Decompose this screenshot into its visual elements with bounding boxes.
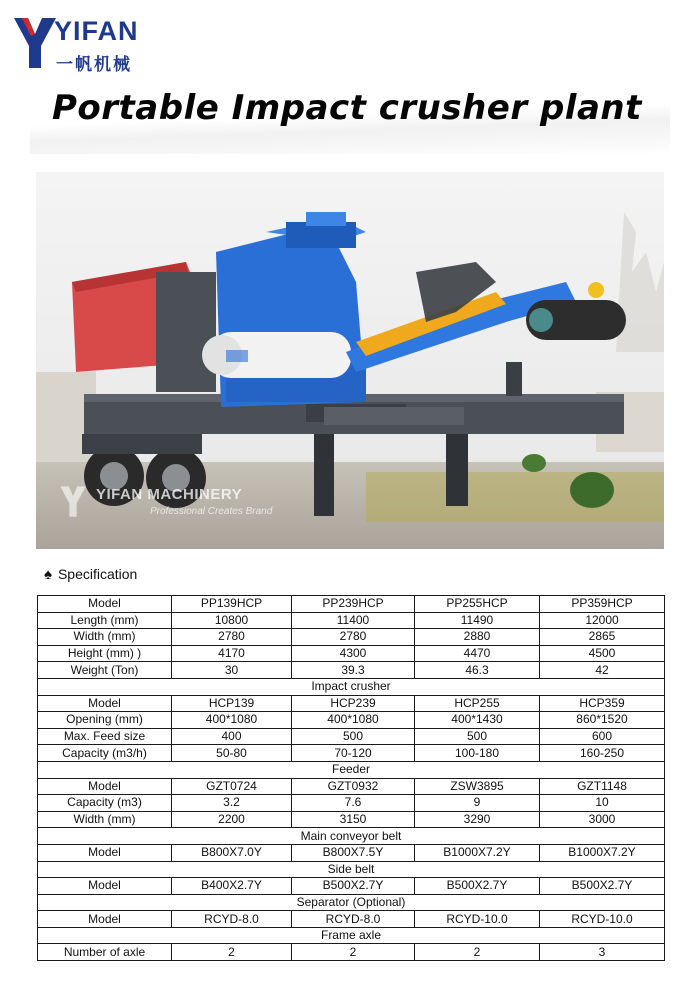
table-row [38, 811, 665, 828]
table-cell: ZSW3895 [415, 778, 540, 795]
section-label: Side belt [38, 861, 665, 878]
row-header-cell: Height (mm) ) [38, 645, 172, 662]
table-row [38, 795, 665, 812]
table-cell: 46.3 [415, 662, 540, 679]
table-row [38, 596, 665, 613]
logo-latin-text: YIFAN [54, 16, 139, 46]
watermark-y-icon [58, 484, 88, 518]
row-header-cell: Model [38, 844, 172, 861]
photo-watermark-brand: YIFAN MACHINERY [96, 486, 243, 503]
row-header-cell: Model [38, 911, 172, 928]
table-cell: GZT1148 [540, 778, 665, 795]
table-cell: 39.3 [292, 662, 415, 679]
table-cell: 400*1430 [415, 712, 540, 729]
table-cell: 3.2 [172, 795, 292, 812]
table-row [38, 645, 665, 662]
table-cell: PP239HCP [292, 596, 415, 613]
table-cell: 2200 [172, 811, 292, 828]
table-section-row [38, 861, 665, 878]
table-row [38, 695, 665, 712]
table-cell: RCYD-8.0 [292, 911, 415, 928]
section-label: Separator (Optional) [38, 894, 665, 911]
table-row [38, 911, 665, 928]
table-cell: 2780 [172, 629, 292, 646]
table-cell: HCP359 [540, 695, 665, 712]
table-cell: 2780 [292, 629, 415, 646]
table-cell: B800X7.5Y [292, 844, 415, 861]
section-label: Main conveyor belt [38, 828, 665, 845]
table-row [38, 612, 665, 629]
table-row [38, 712, 665, 729]
table-cell: 2 [172, 944, 292, 961]
table-cell: 70-120 [292, 745, 415, 762]
table-cell: RCYD-8.0 [172, 911, 292, 928]
table-cell: 400*1080 [292, 712, 415, 729]
row-header-cell: Width (mm) [38, 629, 172, 646]
table-row [38, 878, 665, 895]
table-cell: PP359HCP [540, 596, 665, 613]
table-cell: B1000X7.2Y [415, 844, 540, 861]
table-cell: B500X2.7Y [540, 878, 665, 895]
table-cell: RCYD-10.0 [415, 911, 540, 928]
table-cell: 9 [415, 795, 540, 812]
row-header-cell: Max. Feed size [38, 728, 172, 745]
row-header-cell: Model [38, 878, 172, 895]
section-label: Impact crusher [38, 678, 665, 695]
table-cell: HCP239 [292, 695, 415, 712]
section-label: Feeder [38, 761, 665, 778]
table-section-row [38, 678, 665, 695]
table-cell: 3290 [415, 811, 540, 828]
table-cell: 4170 [172, 645, 292, 662]
table-cell: 400*1080 [172, 712, 292, 729]
table-cell: B1000X7.2Y [540, 844, 665, 861]
table-cell: 30 [172, 662, 292, 679]
photo-watermark-slogan: Professional Creates Brand [150, 506, 273, 517]
table-cell: PP139HCP [172, 596, 292, 613]
row-header-cell: Capacity (m3/h) [38, 745, 172, 762]
table-cell: 42 [540, 662, 665, 679]
table-cell: 2 [415, 944, 540, 961]
page-title: Portable Impact crusher plant [52, 88, 642, 128]
table-cell: HCP139 [172, 695, 292, 712]
table-row [38, 728, 665, 745]
table-section-row [38, 927, 665, 944]
table-section-row [38, 761, 665, 778]
table-cell: 12000 [540, 612, 665, 629]
table-cell: 10 [540, 795, 665, 812]
table-cell: GZT0724 [172, 778, 292, 795]
table-cell: 11490 [415, 612, 540, 629]
table-cell: 10800 [172, 612, 292, 629]
logo-chinese-text: 一帆机械 [56, 55, 132, 75]
table-cell: 50-80 [172, 745, 292, 762]
table-cell: 4500 [540, 645, 665, 662]
table-cell: PP255HCP [415, 596, 540, 613]
table-row [38, 629, 665, 646]
table-cell: HCP255 [415, 695, 540, 712]
table-cell: 500 [292, 728, 415, 745]
table-section-row [38, 828, 665, 845]
table-cell: 860*1520 [540, 712, 665, 729]
table-cell: 2865 [540, 629, 665, 646]
table-section-row [38, 894, 665, 911]
row-header-cell: Opening (mm) [38, 712, 172, 729]
table-cell: B500X2.7Y [415, 878, 540, 895]
table-cell: GZT0932 [292, 778, 415, 795]
table-cell: RCYD-10.0 [540, 911, 665, 928]
row-header-cell: Model [38, 778, 172, 795]
spade-icon: ♠ [44, 566, 52, 583]
table-row [38, 662, 665, 679]
brand-logo [14, 14, 144, 74]
table-row [38, 944, 665, 961]
specification-table-body [38, 596, 665, 961]
row-header-cell: Capacity (m3) [38, 795, 172, 812]
section-label: Frame axle [38, 927, 665, 944]
specification-heading [44, 566, 137, 583]
table-cell: 100-180 [415, 745, 540, 762]
row-header-cell: Number of axle [38, 944, 172, 961]
specification-heading-text: Specification [57, 566, 138, 582]
row-header-cell: Model [38, 695, 172, 712]
row-header-cell: Weight (Ton) [38, 662, 172, 679]
yifan-y-logo-icon [14, 14, 56, 70]
table-cell: 400 [172, 728, 292, 745]
table-cell: 3000 [540, 811, 665, 828]
table-cell: 4470 [415, 645, 540, 662]
table-cell: 2 [292, 944, 415, 961]
table-cell: 600 [540, 728, 665, 745]
table-cell: 7.6 [292, 795, 415, 812]
table-cell: 500 [415, 728, 540, 745]
table-cell: 3150 [292, 811, 415, 828]
table-row [38, 745, 665, 762]
table-row [38, 778, 665, 795]
table-cell: 160-250 [540, 745, 665, 762]
table-cell: B800X7.0Y [172, 844, 292, 861]
row-header-cell: Model [38, 596, 172, 613]
table-cell: 4300 [292, 645, 415, 662]
row-header-cell: Length (mm) [38, 612, 172, 629]
table-row [38, 844, 665, 861]
table-cell: 3 [540, 944, 665, 961]
table-cell: 11400 [292, 612, 415, 629]
table-cell: B500X2.7Y [292, 878, 415, 895]
table-cell: B400X2.7Y [172, 878, 292, 895]
table-cell: 2880 [415, 629, 540, 646]
row-header-cell: Width (mm) [38, 811, 172, 828]
specification-table [37, 595, 665, 961]
